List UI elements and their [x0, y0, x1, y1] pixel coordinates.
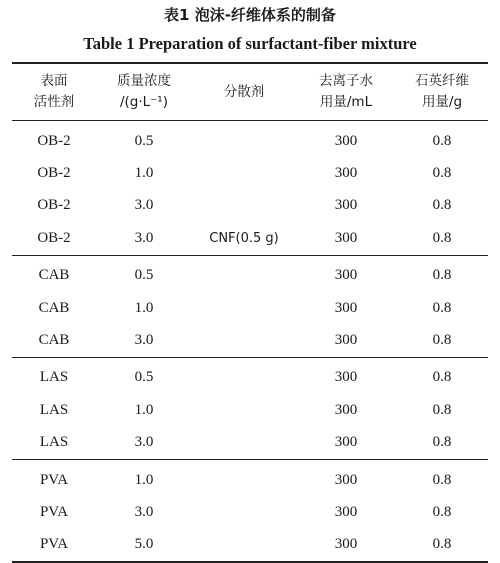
header-fiber-line1: 石英纤维 [415, 73, 469, 89]
header-dispersant [192, 63, 296, 121]
table-row [12, 292, 488, 324]
cell-fiber: 0.8 [432, 229, 452, 246]
cell-fiber: 0.8 [432, 401, 452, 418]
cell-surfactant: OB-2 [37, 132, 71, 149]
header-water-line1: 去离子水 [319, 73, 373, 89]
table-row [12, 427, 488, 460]
data-table-container [12, 62, 488, 563]
table-row [12, 255, 488, 292]
table-row [12, 157, 488, 189]
cell-water: 300 [334, 332, 358, 349]
cell-fiber: 0.8 [432, 267, 452, 284]
header-concentration-line1: 质量浓度 [117, 73, 171, 89]
cell-fiber: 0.8 [432, 503, 452, 520]
table-row [12, 357, 488, 394]
table-row [12, 394, 488, 426]
table-row [12, 496, 488, 528]
header-concentration-line2: /(g·L⁻¹) [119, 94, 168, 110]
table-row [12, 121, 488, 158]
cell-fiber: 0.8 [432, 299, 452, 316]
cell-surfactant: LAS [39, 401, 69, 418]
header-water-line2: 用量/mL [319, 94, 373, 110]
cell-concentration: 1.0 [134, 299, 154, 316]
cell-surfactant: LAS [39, 369, 69, 386]
cell-concentration: 3.0 [134, 229, 154, 246]
cell-water: 300 [334, 369, 358, 386]
cell-concentration: 1.0 [134, 165, 154, 182]
cell-concentration: 1.0 [134, 471, 154, 488]
cell-concentration: 0.5 [134, 369, 154, 386]
cell-surfactant: CAB [38, 267, 70, 284]
table-title-cn: 表1 泡沫-纤维体系的制备 [164, 6, 336, 24]
header-fiber-line2: 用量/g [421, 94, 463, 110]
cell-surfactant: LAS [39, 434, 69, 451]
cell-concentration: 1.0 [134, 401, 154, 418]
table-row [12, 222, 488, 255]
cell-concentration: 0.5 [134, 132, 154, 149]
table-row [12, 324, 488, 357]
cell-concentration: 3.0 [134, 434, 154, 451]
cell-water: 300 [334, 229, 358, 246]
header-concentration [96, 63, 192, 121]
cell-dispersant [192, 529, 296, 562]
cell-water: 300 [334, 503, 358, 520]
cell-dispersant [192, 394, 296, 426]
cell-dispersant [192, 357, 296, 394]
cell-surfactant: CAB [38, 299, 70, 316]
cell-dispersant [192, 427, 296, 460]
cell-water: 300 [334, 165, 358, 182]
cell-water: 300 [334, 132, 358, 149]
cell-concentration: 3.0 [134, 197, 154, 214]
cell-dispersant [192, 459, 296, 496]
header-surfactant-line1: 表面 [40, 73, 68, 89]
cell-surfactant: CAB [38, 332, 70, 349]
cell-surfactant: OB-2 [37, 197, 71, 214]
cell-water: 300 [334, 267, 358, 284]
cell-fiber: 0.8 [432, 197, 452, 214]
table-row [12, 190, 488, 222]
header-fiber [396, 63, 488, 121]
data-table [12, 62, 488, 563]
table-body [12, 121, 488, 563]
header-surfactant [12, 63, 96, 121]
cell-fiber: 0.8 [432, 165, 452, 182]
cell-surfactant: PVA [39, 503, 69, 520]
cell-surfactant: PVA [39, 536, 69, 553]
header-dispersant-label: 分散剂 [223, 83, 265, 100]
cell-fiber: 0.8 [432, 536, 452, 553]
cell-fiber: 0.8 [432, 132, 452, 149]
cell-surfactant: OB-2 [37, 229, 71, 246]
cell-dispersant [192, 255, 296, 292]
header-row [12, 63, 488, 121]
header-water [296, 63, 396, 121]
cell-concentration: 3.0 [134, 332, 154, 349]
cell-dispersant [192, 121, 296, 158]
cell-water: 300 [334, 197, 358, 214]
cell-concentration: 3.0 [134, 503, 154, 520]
cell-fiber: 0.8 [432, 332, 452, 349]
cell-dispersant [192, 324, 296, 357]
cell-concentration: 5.0 [134, 536, 154, 553]
cell-dispersant [192, 292, 296, 324]
cell-fiber: 0.8 [432, 369, 452, 386]
cell-surfactant: PVA [39, 471, 69, 488]
table-row [12, 459, 488, 496]
cell-water: 300 [334, 536, 358, 553]
cell-water: 300 [334, 471, 358, 488]
cell-concentration: 0.5 [134, 267, 154, 284]
cell-water: 300 [334, 434, 358, 451]
cell-dispersant [192, 190, 296, 222]
cell-fiber: 0.8 [432, 471, 452, 488]
cell-dispersant [192, 496, 296, 528]
table-title-en: Table 1 Preparation of surfactant-fiber mixture [83, 34, 417, 53]
cell-water: 300 [334, 299, 358, 316]
table-row [12, 529, 488, 562]
cell-water: 300 [334, 401, 358, 418]
cell-fiber: 0.8 [432, 434, 452, 451]
header-surfactant-line2: 活性剂 [33, 94, 75, 110]
cell-dispersant: CNF(0.5 g) [209, 230, 279, 246]
cell-surfactant: OB-2 [37, 165, 71, 182]
cell-dispersant [192, 157, 296, 189]
